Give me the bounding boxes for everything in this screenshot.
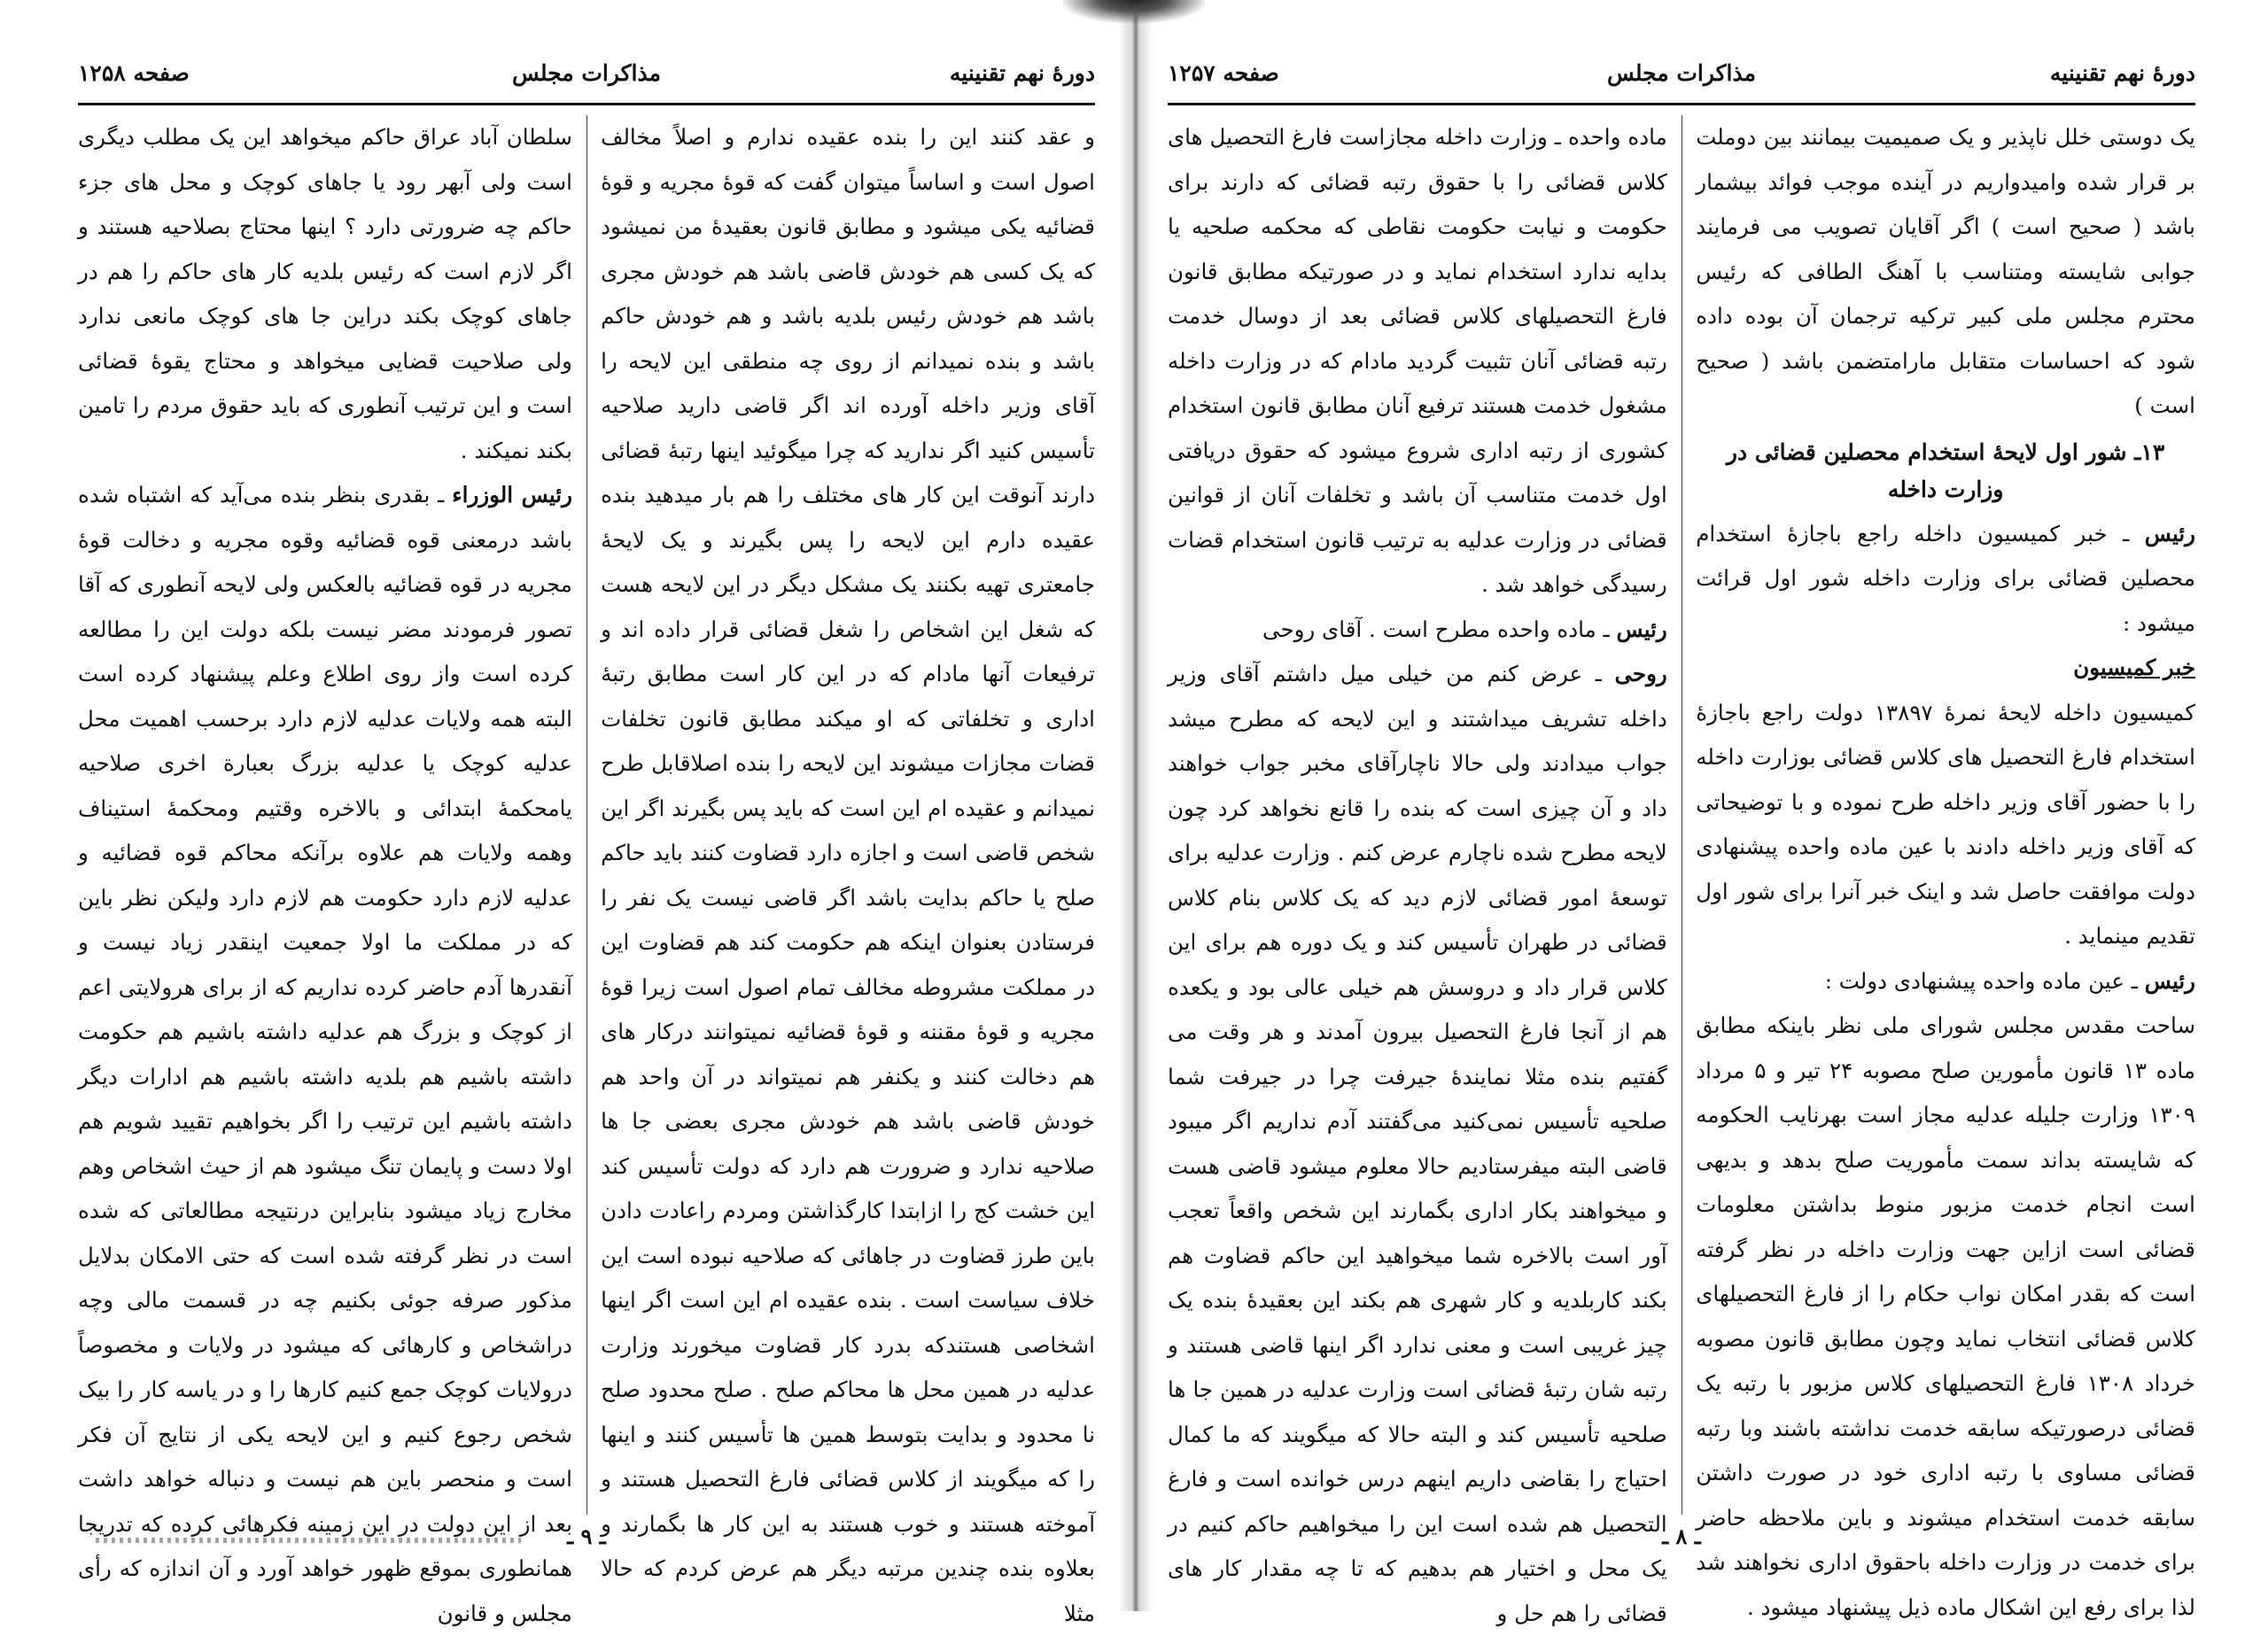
left-header-page-number: صفحه ۱۲۵۸	[78, 60, 190, 86]
speaker-name: رئیس	[1616, 616, 1667, 642]
section-title: ۱۳ـ شور اول لایحهٔ استخدام محصلین قضائی در وزارت داخله	[1726, 438, 2165, 502]
speech-paragraph	[78, 473, 572, 1636]
speech-text: ـ عین ماده واحده پیشنهادی دولت :	[1824, 967, 2138, 994]
paragraph: ماده واحده ـ وزارت داخله مجازاست فارغ التحصیل های کلاس قضائی را با حقوق رتبه قضائی که دارند برای حکومت و نیابت حکومت نقاطی که محکمه صلحیه یا بدایه ندارد استخدام نماید و در صورتیکه مطابق قانون فارغ التحصیلهای کلاس قضائی بعد از دوسال خدمت رتبه قضائی آنان تثبیت گردید مادام که در وزارت داخله مشغول خدمت هستند ترفیع آنان مطابق قانون استخدام کشوری از رتبه اداری شروع میشود که حقوق دریافتی اول خدمت متناسب آن باشد و تخلفات آنان از قوانین قضائی در وزارت عدلیه به ترتیب قانون استخدام قضات رسیدگی خواهد شد .	[1168, 124, 1667, 597]
right-header-page-number: صفحه ۱۲۵۷	[1168, 60, 1279, 86]
speech-text: ـ عرض کنم من خیلی میل داشتم آقای وزیر داخله تشریف میداشتند و این لایحه که مطرح میشد جواب میدادند ولی حالا ناچارآقای مخبر جواب خواهند داد و آن چیزی است که بنده را قانع نخواهد کرد چون لایحه مطرح شده ناچارم عرض کنم . وزارت عدلیه برای توسعهٔ امور قضائی لازم دید که یک کلاس بنام کلاس قضائی در طهران تأسیس کند و یک دوره هم برای این کلاس قرار داد و دروسش هم خیلی عالی بود و یکعده هم از آنجا فارغ التحصیل بیرون آمدند و هر وقت می گفتیم بنده مثلا نمایندهٔ جیرفت چرا در جیرفت شما صلحیه تأسیس نمی‌کنید می‌گفتند آدم نداریم اگر میبود قاضی البته میفرستادیم حالا معلوم میشود قاضی هست و میخواهند بکار اداری بگمارند این شخص واقعاً تعجب آور است بالاخره شما میخواهید این حاکم قضاوت هم بکند کاربلدیه و کار شهری هم بکند این بعقیدهٔ بنده یک چیز غریبی است و معنی ندارد اگر اینها قاضی هستند و رتبه شان رتبهٔ قضائی است وزارت عدلیه در همین جا ها صلحیه تأسیس کند و البته حالا که میگویند که ما کمال احتیاج را بقاضی داریم اینهم درس خوانده است و فارغ التحصیل هم شده است این را میخواهیم حاکم کنیم در یک محل و اختیار هم بدهیم که تا چه مقدار کار های قضائی را هم حل و	[1168, 661, 1667, 1626]
right-header-title: مذاکرات مجلس	[1606, 60, 1757, 86]
speech-paragraph	[1696, 512, 2195, 647]
right-page-header	[1168, 53, 2195, 105]
speaker-name: روحی	[1614, 661, 1667, 686]
left-header-term: دورهٔ نهم تقنینیه	[949, 60, 1095, 86]
report-heading-line	[1696, 646, 2195, 691]
column-divider	[586, 115, 587, 1515]
left-page-column-right	[601, 115, 1095, 1626]
speech-paragraph	[1696, 959, 2195, 1004]
paragraph: کمیسیون داخله لایحهٔ نمرهٔ ۱۳۸۹۷ دولت راجع باجازهٔ استخدام فارغ التحصیل های کلاس قضائی بوزارت داخله را با حضور آقای وزیر داخله طرح نموده و با توضیحاتی که آقای وزیر داخله دادند با عین ماده واحده پیشنهادی دولت موافقت حاصل شد و اینک خبر آنرا برای شور اول تقدیم مینماید .	[1696, 699, 2195, 949]
scan-artifact	[96, 1538, 521, 1543]
speech-paragraph	[1168, 652, 1667, 1636]
right-header-term: دورهٔ نهم تقنینیه	[2049, 60, 2195, 86]
speech-paragraph	[1168, 608, 1667, 653]
right-page-footer-number: ـ ۸ ـ	[1662, 1524, 1701, 1549]
book-gutter	[1118, 0, 1153, 1611]
right-page-column-left	[1168, 115, 1667, 1626]
left-page-header	[78, 53, 1095, 105]
paragraph: ساحت مقدس مجلس شورای ملی نظر باینکه مطابق ماده ۱۳ قانون مأمورین صلح مصوبه ۲۴ تیر و ۵ مرداد ۱۳۰۹ وزارت جلیله عدلیه مجاز است بهرنایب الحکومه که شایسته بداند سمت مأموریت صلح بدهد و بدیهی است انجام خدمت مزبور منوط بداشتن معلومات قضائی است ازاین جهت وزارت داخله در نظر گرفته است که بقدر امکان نواب حکام را از فارغ التحصیلهای کلاس قضائی انتخاب نماید وچون مطابق قانون مصوبه خرداد ۱۳۰۸ فارغ التحصیلهای کلاس مزبور با رتبه یک قضائی درصورتیکه سابقه خدمت نداشته باشند وبا رتبه قضائی مساوی با رتبه اداری خود در صورت داشتن سابقه خدمت استخدام میشوند و باین ملاحظه حاضر برای خدمت در وزارت داخله باحقوق اداری نخواهند شد لذا برای رفع این اشکال ماده ذیل پیشنهاد میشود .	[1696, 1012, 2196, 1620]
speech-text: ـ خبر کمیسیون داخله راجع باجازهٔ استخدام محصلین قضائی برای وزارت داخله شور اول قرائت میشود :	[1696, 520, 2195, 636]
left-page-column-left	[78, 115, 572, 1626]
paragraph: سلطان آباد عراق حاکم میخواهد این یک مطلب دیگری است ولی آبهر رود یا جاهای کوچک و محل های جزء حاکم چه ضرورتی دارد ؟ اینها محتاج بصلاحیه هستند و اگر لازم است که رئیس بلدیه کار های حاکم را هم در جاهای کوچک بکند دراین جا های کوچک مانعی ندارد ولی صلاحیت قضایی میخواهد و محتاج یقوهٔ قضائی است و این ترتیب آنطوری که باید حقوق مردم را تامین بکند نمیکند .	[78, 124, 572, 463]
speech-text: ـ بقدری بنظر بنده می‌آید که اشتباه شده باشد درمعنی قوه قضائیه وقوه مجریه و دخالت قوهٔ مجریه در قوه قضائیه بالعکس ولی لایحه آنطوری که آقا تصور فرمودند مضر نیست بلکه دولت این را مطالعه کرده است واز روی اطلاع وعلم پیشنهاد کرده است البته همه ولایات عدلیه لازم دارد برحسب اهمیت محل عدلیه کوچک یا عدلیه بزرگ بعبارة اخری صلاحیه یامحکمهٔ ابتدائی و بالاخره وقتیم ومحکمهٔ استیناف وهمه ولایات هم علاوه برآنکه محاکم قوه قضائیه و عدلیه لازم دارد حکومت هم لازم دارد ولیکن نظر باین که در مملکت ما اولا جمعیت اینقدر زیاد نیست و آنقدرها آدم حاضر کرده نداریم که از برای هرولایتی اعم از کوچک و بزرگ هم عدلیه داشته باشیم هم حکومت داشته باشیم هم بلدیه داشته باشیم هم ادارات دیگر داشته باشیم این ترتیب را اگر بخواهیم تقیید شویم هم اولا دست و پایمان تنگ میشود هم از حیث اشخاص وهم مخارج زیاد میشود بنابراین درنتیجه مطالعاتی که شده است در نظر گرفته شده است که حتی الامکان بدلایل مذکور صرفه جوئی بکنیم چه در قسمت مالی وچه دراشخاص و کارهائی که میشود در ولایات و مخصوصاً درولایات کوچک جمع کنیم کارها را و در یاسه کار را بیک شخص رجوع کنیم و این لایحه یکی از نتایج آن فکر است و منحصر باین هم نیست و دنباله خواهد داشت بعد از این دولت در این زمینه فکرهائی کرده که تدریجا همانطوری بموقع ظهور خواهد آورد و آن اندازه که رأی مجلس و قانون	[78, 482, 572, 1626]
left-header-title: مذاکرات مجلس	[511, 60, 662, 86]
speaker-name: رئیس الوزراء	[452, 482, 572, 508]
speaker-name: رئیس	[2144, 967, 2195, 994]
speaker-name: رئیس	[2144, 520, 2195, 547]
report-heading: خبر کمیسیون	[2073, 655, 2195, 680]
right-page-column-right	[1696, 115, 2196, 1620]
speech-text: ـ ماده واحده مطرح است . آقای روحی	[1262, 616, 1610, 642]
right-page	[1168, 53, 2196, 1626]
left-page-footer-number: ـ ۹ ـ	[567, 1524, 606, 1549]
gutter-shadow	[1063, 0, 1205, 23]
left-page	[78, 53, 1095, 1626]
paragraph: یک دوستی خلل ناپذیر و یک صمیمیت بیمانند بین دوملت بر قرار شده وامیدواریم در آینده موجب فوائد بیشمار باشد ( صحیح است ) اگر آقایان تصویب می فرمایند جوابی شایسته ومتناسب با آهنگ الطافی که رئیس محترم مجلس ملی کبیر ترکیه ترجمان آن بوده داده شود که احساسات متقابل مارامتضمن باشد ( صحیح است )	[1696, 124, 2195, 418]
paragraph: و عقد کنند این را بنده عقیده ندارم و اصلاً مخالف اصول است و اساساً میتوان گفت که قوهٔ مجریه و قوهٔ قضائیه یکی میشود و مطابق قانون بعقیدهٔ من نمیشود که یک کسی هم خودش قاضی باشد هم خودش مجری باشد هم خودش رئیس بلدیه باشد و هم خودش حاکم باشد و بنده نمیدانم از روی چه منطقی این لایحه را آقای وزیر داخله آورده اند اگر قاضی دارید صلاحیه تأسیس کنید اگر ندارید که چرا میگوئید اینها رتبهٔ قضائی دارند آنوقت این کار های مختلف را هم بار میدهید بنده عقیده دارم این لایحه را پس بگیرند و یک لایحهٔ جامعتری تهیه بکنند یک مشکل دیگر در این لایحه هست که شغل این اشخاص را شغل قضائی قرار داده اند و ترفیعات آنها مادام که در این کار است مطابق رتبهٔ اداری و تخلفاتی که او میکند مطابق قانون تخلفات قضات مجازات میشوند این لایحه را بنده اصلاقابل طرح نمیدانم و عقیده ام این است که باید پس بگیرند اگر این شخص قاضی است و اجازه دارد قضاوت کنند باید حاکم صلح یا حاکم بدایت باشد اگر قاضی نیست یک نفر را فرستادن بعنوان اینکه هم حکومت کند هم قضاوت این در مملکت مشروطه مخالف تمام اصول است زیرا قوهٔ مجریه و قوهٔ مقننه و قوهٔ قضائیه نمیتوانند درکار های هم دخالت کنند و یکنفر هم نمیتواند در آن واحد هم خودش قاضی باشد هم خودش مجری بعضی جا ها صلاحیه ندارد و ضرورت هم دارد که دولت تأسیس کند این خشت کج را ازابتدا کارگذاشتن ومردم راعادت دادن باین طرز قضاوت در جاهائی که صلاحیه نبوده است این خلاف سیاست است . بنده عقیده ام این است اگر اینها اشخاصی هستندکه بدرد کار قضاوت میخورند وزارت عدلیه در همین محل ها محاکم صلح . صلح محدود صلح نا محدود و بدایت بتوسط همین ها تأسیس کنند و اینها را که میگویند از کلاس قضائی فارغ التحصیل هستند و آموخته هستند و خوب هستند به این کار ها بگمارند و بعلاوه بنده چندین مرتبه دیگر هم عرض کردم که حالا مثلا	[601, 124, 1095, 1626]
